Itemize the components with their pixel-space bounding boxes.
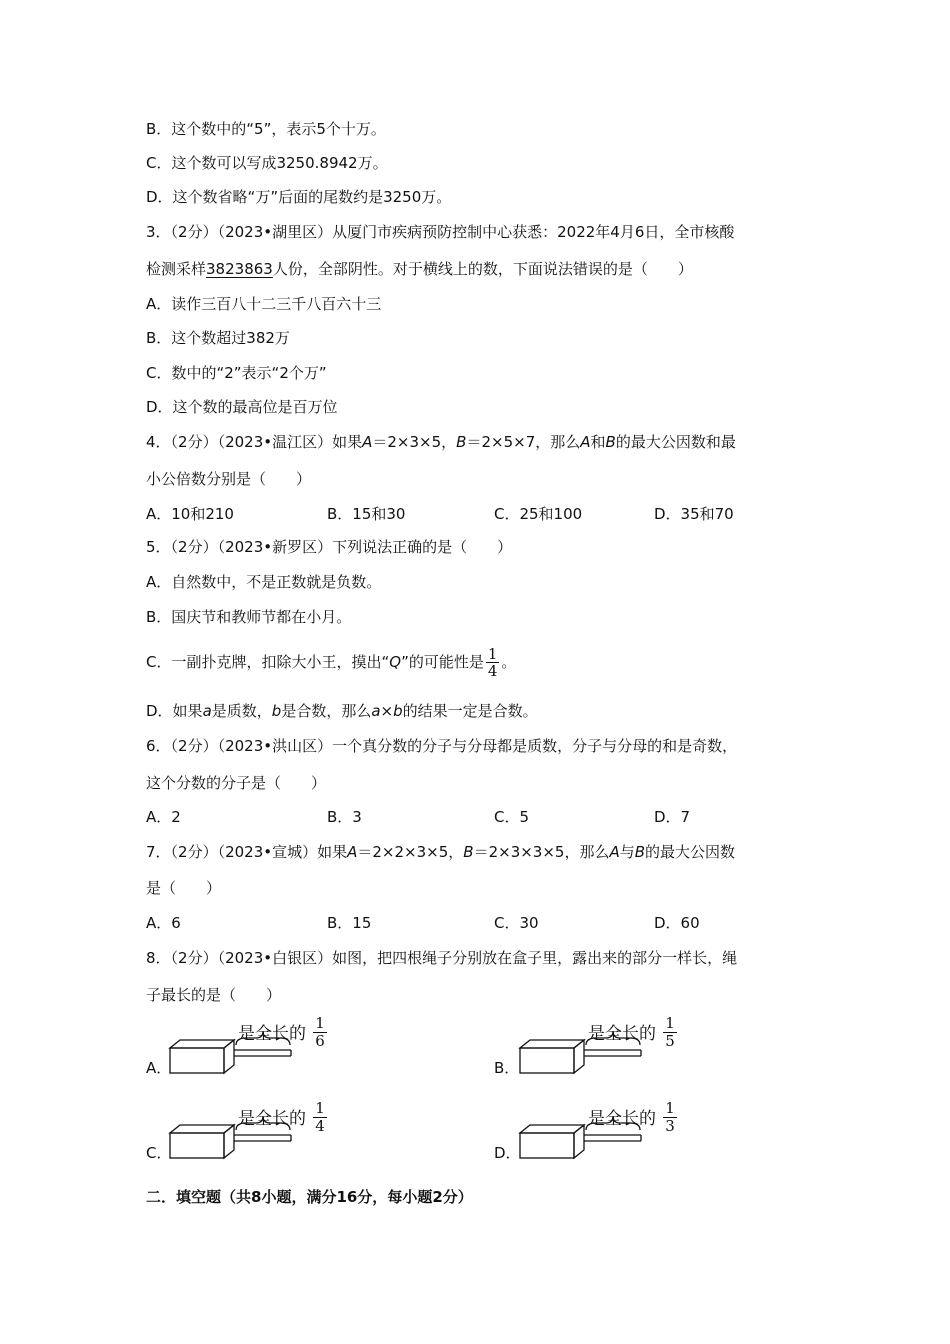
q5-c-fraction bbox=[486, 646, 500, 679]
figure-caption: 是全长的 bbox=[588, 1024, 656, 1044]
q4-stem-line2: 小公倍数分别是（ ） bbox=[146, 470, 312, 488]
q4-var-b-2: B bbox=[605, 433, 616, 451]
figure-label: B． bbox=[494, 1059, 520, 1077]
fraction-numerator: 1 bbox=[487, 645, 498, 663]
q5-stem: 5．（2分）（2023•新罗区）下列说法正确的是（ ） bbox=[146, 538, 513, 556]
q7-stem-line1 bbox=[146, 842, 735, 862]
q8-figure-a bbox=[146, 1015, 346, 1085]
q2-option-d: D．这个数省略“万”后面的尾数约是3250万。 bbox=[146, 188, 452, 206]
q5-d-var-b: b bbox=[271, 702, 282, 720]
figure-label: C． bbox=[146, 1144, 172, 1162]
q3-stem-line2 bbox=[146, 259, 693, 279]
q7-stem-part: 7．（2分）（2023•宣城）如果 bbox=[146, 843, 348, 861]
q4-var-a: A bbox=[362, 433, 373, 451]
q6-stem-line2: 这个分数的分子是（ ） bbox=[146, 774, 327, 792]
q3-option-b: B．这个数超过382万 bbox=[146, 329, 290, 347]
q7-eq2: ＝2×3×3×5，那么 bbox=[473, 843, 610, 861]
figure-label: A． bbox=[146, 1059, 172, 1077]
figure-caption: 是全长的 bbox=[588, 1109, 656, 1129]
q8-figure-b bbox=[494, 1015, 694, 1085]
q7-eq1: ＝2×2×3×5， bbox=[357, 843, 464, 861]
q6-option-a: A．2 bbox=[146, 808, 181, 826]
q5-option-d bbox=[146, 701, 538, 721]
section-2-title: 二．填空题（共8小题，满分16分，每小题2分） bbox=[146, 1188, 473, 1206]
fraction-denominator: 6 bbox=[315, 1032, 325, 1050]
q5-d-times: × bbox=[380, 702, 394, 720]
q2-option-b: B．这个数中的“5”，表示5个十万。 bbox=[146, 120, 386, 138]
figure-caption: 是全长的 bbox=[238, 1109, 306, 1129]
q4-stem-part: 4．（2分）（2023•温江区）如果 bbox=[146, 433, 363, 451]
q7-option-c: C．30 bbox=[494, 914, 539, 932]
q5-c-end: 。 bbox=[501, 653, 517, 671]
q5-option-a: A．自然数中，不是正数就是负数。 bbox=[146, 573, 382, 591]
q8-figure-c bbox=[146, 1100, 346, 1170]
q7-option-d: D．60 bbox=[654, 914, 700, 932]
q5-d-var-a2: a bbox=[371, 702, 381, 720]
figure-label: D． bbox=[494, 1144, 521, 1162]
q5-option-b: B．国庆节和教师节都在小月。 bbox=[146, 608, 352, 626]
q3-stem-pre: 检测采样 bbox=[146, 260, 207, 278]
q8-figure-d bbox=[494, 1100, 694, 1170]
q4-option-d: D．35和70 bbox=[654, 505, 734, 523]
q4-option-c: C．25和100 bbox=[494, 505, 583, 523]
q5-d-pre: D．如果 bbox=[146, 702, 203, 720]
q3-option-a: A．读作三百八十二三千八百六十三 bbox=[146, 295, 382, 313]
figure-fraction bbox=[313, 1015, 327, 1050]
q2-option-c: C．这个数可以写成3250.8942万。 bbox=[146, 154, 388, 172]
q5-c-mid: ”的可能性是 bbox=[401, 653, 484, 671]
q5-d-var-b2: b bbox=[393, 702, 403, 720]
q8-stem-line1: 8．（2分）（2023•白银区）如图，把四根绳子分别放在盒子里，露出来的部分一样长，绳 bbox=[146, 949, 738, 967]
q3-stem-line1: 3．（2分）（2023•湖里区）从厦门市疾病预防控制中心获悉：2022年4月6日，全市核酸 bbox=[146, 223, 735, 241]
fraction-numerator: 1 bbox=[313, 1100, 327, 1118]
q7-var-b: B bbox=[463, 843, 474, 861]
figure-fraction bbox=[663, 1100, 677, 1135]
q3-stem-post: 人份，全部阴性。对于横线上的数，下面说法错误的是（ ） bbox=[272, 260, 693, 278]
q7-stem-line2: 是（ ） bbox=[146, 879, 222, 897]
q7-stem-end: 的最大公因数 bbox=[645, 843, 736, 861]
fraction-denominator: 4 bbox=[315, 1117, 325, 1135]
fraction-denominator: 5 bbox=[665, 1032, 675, 1050]
q5-d-mid2: 是合数，那么 bbox=[281, 702, 372, 720]
q5-d-mid1: 是质数， bbox=[211, 702, 272, 720]
q3-underlined-number: 3823863 bbox=[206, 260, 273, 278]
figure-fraction bbox=[663, 1015, 677, 1050]
q8-stem-line2: 子最长的是（ ） bbox=[146, 986, 282, 1004]
q4-eq2: ＝2×5×7，那么 bbox=[466, 433, 581, 451]
q6-option-c: C．5 bbox=[494, 808, 530, 826]
q5-c-var: Q bbox=[389, 653, 402, 671]
q4-var-b: B bbox=[456, 433, 467, 451]
fraction-numerator: 1 bbox=[663, 1015, 677, 1033]
q5-option-c bbox=[146, 642, 516, 682]
q3-option-c: C．数中的“2”表示“2个万” bbox=[146, 364, 327, 382]
q7-option-b: B．15 bbox=[327, 914, 372, 932]
q7-var-b-2: B bbox=[634, 843, 646, 861]
q7-var-a: A bbox=[347, 843, 358, 861]
q5-d-end: 的结果一定是合数。 bbox=[402, 702, 538, 720]
q5-d-var-a: a bbox=[202, 702, 212, 720]
q4-option-b: B．15和30 bbox=[327, 505, 406, 523]
q4-eq1: ＝2×3×5， bbox=[372, 433, 457, 451]
figure-caption: 是全长的 bbox=[238, 1024, 306, 1044]
q4-stem-line1 bbox=[146, 432, 736, 452]
q4-stem-end: 的最大公因数和最 bbox=[615, 433, 736, 451]
fraction-numerator: 1 bbox=[663, 1100, 677, 1118]
fraction-denominator: 3 bbox=[665, 1117, 675, 1135]
q6-option-d: D．7 bbox=[654, 808, 691, 826]
fraction-denominator: 4 bbox=[487, 662, 498, 680]
q7-option-a: A．6 bbox=[146, 914, 181, 932]
q4-var-a-2: A bbox=[580, 433, 591, 451]
q4-and: 和 bbox=[590, 433, 606, 451]
q6-stem-line1: 6．（2分）（2023•洪山区）一个真分数的分子与分母都是质数，分子与分母的和是奇数， bbox=[146, 737, 738, 755]
q7-var-a-2: A bbox=[609, 843, 620, 861]
q6-option-b: B．3 bbox=[327, 808, 362, 826]
fraction-numerator: 1 bbox=[313, 1015, 327, 1033]
q4-option-a: A．10和210 bbox=[146, 505, 234, 523]
figure-fraction bbox=[313, 1100, 327, 1135]
q7-with: 与 bbox=[619, 843, 635, 861]
q5-c-pre: C．一副扑克牌，扣除大小王，摸出“ bbox=[146, 653, 390, 671]
q3-option-d: D．这个数的最高位是百万位 bbox=[146, 398, 338, 416]
